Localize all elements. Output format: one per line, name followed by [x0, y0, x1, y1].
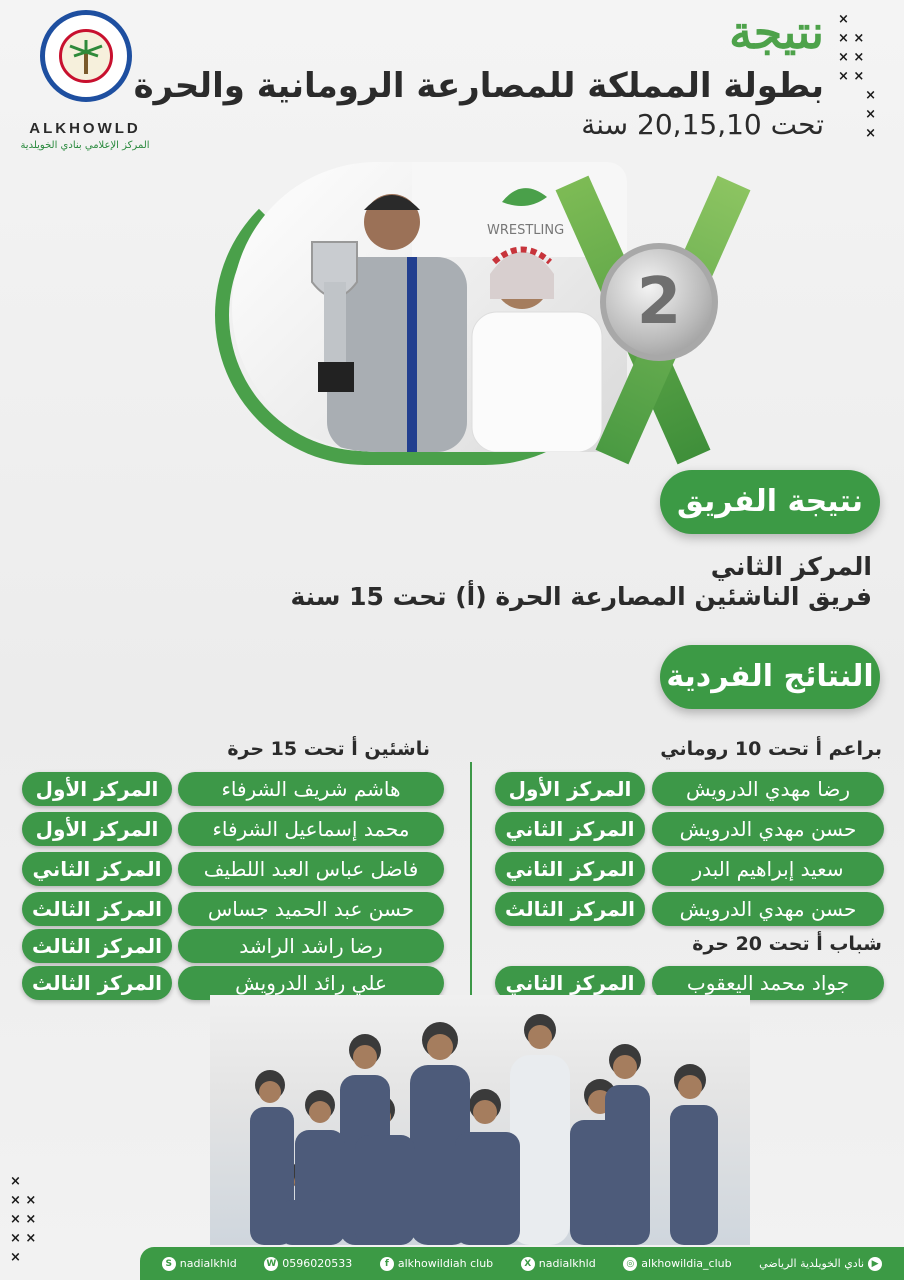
- athlete-rank: المركز الثالث: [22, 929, 172, 963]
- social-handle: alkhowildiah club: [397, 1257, 494, 1270]
- youtube-icon: ▶: [868, 1257, 882, 1271]
- age-categories: تحت 20,15,10 سنة: [581, 108, 824, 141]
- athlete-rank: المركز الثالث: [22, 892, 172, 926]
- championship-title: بطولة المملكة للمصارعة الرومانية والحرة: [133, 66, 824, 106]
- team-group-photo: [210, 995, 750, 1245]
- decorative-x-pattern: × × × × × × × × × ×: [838, 12, 877, 141]
- athlete-name: محمد إسماعيل الشرفاء: [178, 812, 444, 846]
- team-rank: المركز الثاني: [710, 552, 872, 581]
- social-handle: نادي الخويلدية الرياضي: [759, 1257, 865, 1270]
- athlete-name: جواد محمد اليعقوب: [652, 966, 884, 1000]
- facebook-icon: f: [380, 1257, 394, 1271]
- team-description: فريق الناشئين المصارعة الحرة (أ) تحت 15 سنة: [290, 582, 872, 611]
- decorative-x-pattern-bottom: × × × × × × × ×: [10, 1174, 37, 1265]
- athlete-rank: المركز الثاني: [495, 966, 645, 1000]
- team-result-heading: نتيجة الفريق: [660, 470, 880, 534]
- social-handle: alkhowildia_club: [641, 1257, 732, 1270]
- athlete-name: فاضل عباس العبد اللطيف: [178, 852, 444, 886]
- social-x[interactable]: [521, 1257, 596, 1271]
- whatsapp-icon: W: [264, 1257, 278, 1271]
- club-logo-emblem: [40, 10, 132, 102]
- social-handle: 0596020533: [282, 1257, 353, 1270]
- media-center-label: المركز الإعلامي بنادي الخويلدية: [20, 140, 150, 151]
- athlete-name: حسن مهدي الدرويش: [652, 892, 884, 926]
- athlete-name: هاشم شريف الشرفاء: [178, 772, 444, 806]
- social-handle: nadialkhld: [179, 1257, 237, 1270]
- athlete-name: حسن عبد الحميد جساس: [178, 892, 444, 926]
- social-footer: [140, 1247, 904, 1280]
- athlete-rank: المركز الثالث: [495, 892, 645, 926]
- medal-number: 2: [636, 265, 682, 339]
- team-result-text: [290, 552, 872, 612]
- athlete-name: رضا راشد الراشد: [178, 929, 444, 963]
- social-handle: nadialkhld: [538, 1257, 596, 1270]
- social-whatsapp[interactable]: [264, 1257, 352, 1271]
- club-logo: [20, 10, 150, 160]
- athlete-name: سعيد إبراهيم البدر: [652, 852, 884, 886]
- x-icon: X: [521, 1257, 535, 1271]
- social-snapchat[interactable]: [162, 1257, 237, 1271]
- individual-results-heading: النتائج الفردية: [660, 645, 880, 709]
- instagram-icon: ◎: [623, 1257, 637, 1271]
- social-instagram[interactable]: [623, 1257, 731, 1271]
- athlete-rank: المركز الثاني: [495, 852, 645, 886]
- athlete-rank: المركز الأول: [22, 812, 172, 846]
- athlete-rank: المركز الثاني: [495, 812, 645, 846]
- social-facebook[interactable]: [380, 1257, 493, 1271]
- athlete-rank: المركز الأول: [495, 772, 645, 806]
- group-title-juniors-free: ناشئين أ تحت 15 حرة: [227, 738, 430, 760]
- group-title-cubs-roman: براعم أ تحت 10 روماني: [660, 738, 882, 760]
- snapchat-icon: S: [162, 1257, 176, 1271]
- athlete-rank: المركز الثاني: [22, 852, 172, 886]
- wall-text: WRESTLING: [487, 223, 565, 238]
- athlete-name: رضا مهدي الدرويش: [652, 772, 884, 806]
- club-logo-label: ALKHOWLD: [29, 120, 141, 137]
- athlete-rank: المركز الثالث: [22, 966, 172, 1000]
- palm-emblem-icon: [59, 29, 113, 83]
- athlete-rank: المركز الأول: [22, 772, 172, 806]
- social-youtube[interactable]: [759, 1257, 882, 1271]
- athlete-name: علي رائد الدرويش: [178, 966, 444, 1000]
- silver-medal-icon: [600, 243, 718, 361]
- group-title-youth-free: شباب أ تحت 20 حرة: [692, 933, 882, 955]
- column-divider: [470, 762, 472, 1000]
- page-title: نتيجة: [729, 5, 824, 59]
- athlete-name: حسن مهدي الدرويش: [652, 812, 884, 846]
